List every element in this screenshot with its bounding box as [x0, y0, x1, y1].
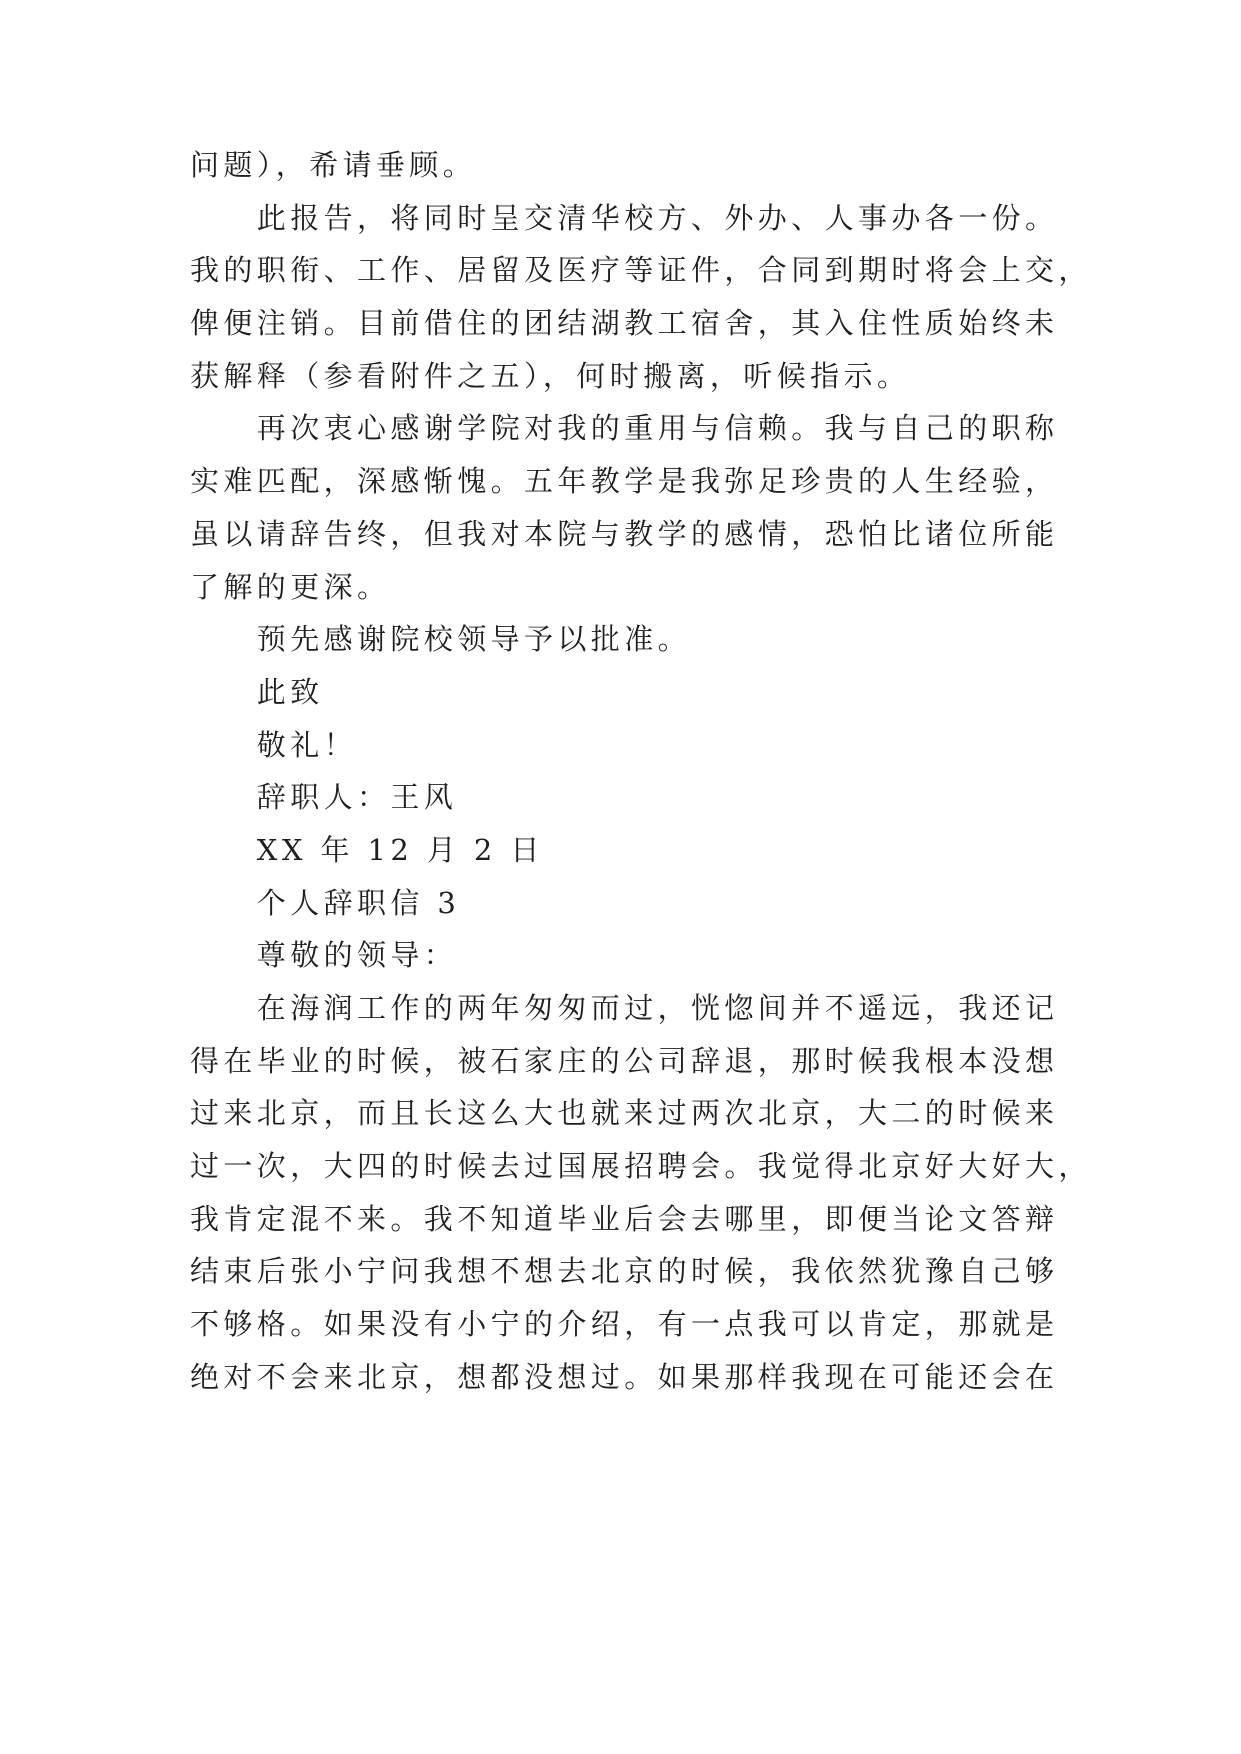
letter-closing: 此致 — [256, 674, 324, 709]
text-line: 过来北京，而且长这么大也就来过两次北京，大二的时候来 — [190, 1096, 1059, 1131]
text-line: 结束后张小宁问我想不想去北京的时候，我依然犹豫自己够 — [190, 1254, 1059, 1289]
paragraph — [190, 982, 1090, 1404]
text-line: 再次衷心感谢学院对我的重用与信赖。我与自己的职称 — [256, 411, 1059, 446]
text-line: 绝对不会来北京，想都没想过。如果那样我现在可能还会在 — [190, 1359, 1059, 1394]
text-line: 俾便注销。目前借住的团结湖教工宿舍，其入住性质始终未 — [190, 306, 1059, 341]
paragraph-continuation — [190, 139, 1090, 192]
text-line: 不够格。如果没有小宁的介绍，有一点我可以肯定，那就是 — [190, 1307, 1059, 1342]
paragraph — [190, 192, 1090, 403]
text-line: 了解的更深。 — [190, 569, 391, 604]
text-line: 在海润工作的两年匆匆而过，恍惚间并不遥远，我还记 — [256, 991, 1059, 1025]
text-line: 我肯定混不来。我不知道毕业后会去哪里，即便当论文答辩 — [190, 1201, 1059, 1236]
text-line: 实难匹配，深感惭愧。五年教学是我弥足珍贵的人生经验， — [190, 464, 1059, 499]
text-line: 我的职衔、工作、居留及医疗等证件，合同到期时将会上交， — [190, 253, 1092, 288]
text-line: 过一次，大四的时候去过国展招聘会。我觉得北京好大好大， — [190, 1149, 1092, 1184]
letter-date: XX 年 12 月 2 日 — [256, 832, 544, 867]
text-line: 得在毕业的时候，被石家庄的公司辞退，那时候我根本没想 — [190, 1043, 1059, 1078]
text-line: 预先感谢院校领导予以批准。 — [256, 622, 691, 657]
paragraph — [190, 402, 1090, 613]
text-line: 获解释（参看附件之五），何时搬离，听候指示。 — [190, 358, 911, 393]
paragraph — [190, 613, 1090, 666]
text-line: 问题），希请垂顾。 — [190, 148, 477, 182]
text-line: 此报告，将同时呈交清华校方、外办、人事办各一份。 — [256, 200, 1059, 235]
letter-signature: 辞职人：王风 — [256, 780, 458, 815]
letter-salutation: 尊敬的领导： — [256, 938, 458, 973]
letter-salute: 敬礼！ — [256, 727, 357, 762]
letter-title: 个人辞职信 3 — [256, 885, 461, 920]
document-body — [190, 139, 1090, 1404]
text-line: 虽以请辞告终，但我对本院与教学的感情，恐怕比诸位所能 — [190, 516, 1059, 551]
